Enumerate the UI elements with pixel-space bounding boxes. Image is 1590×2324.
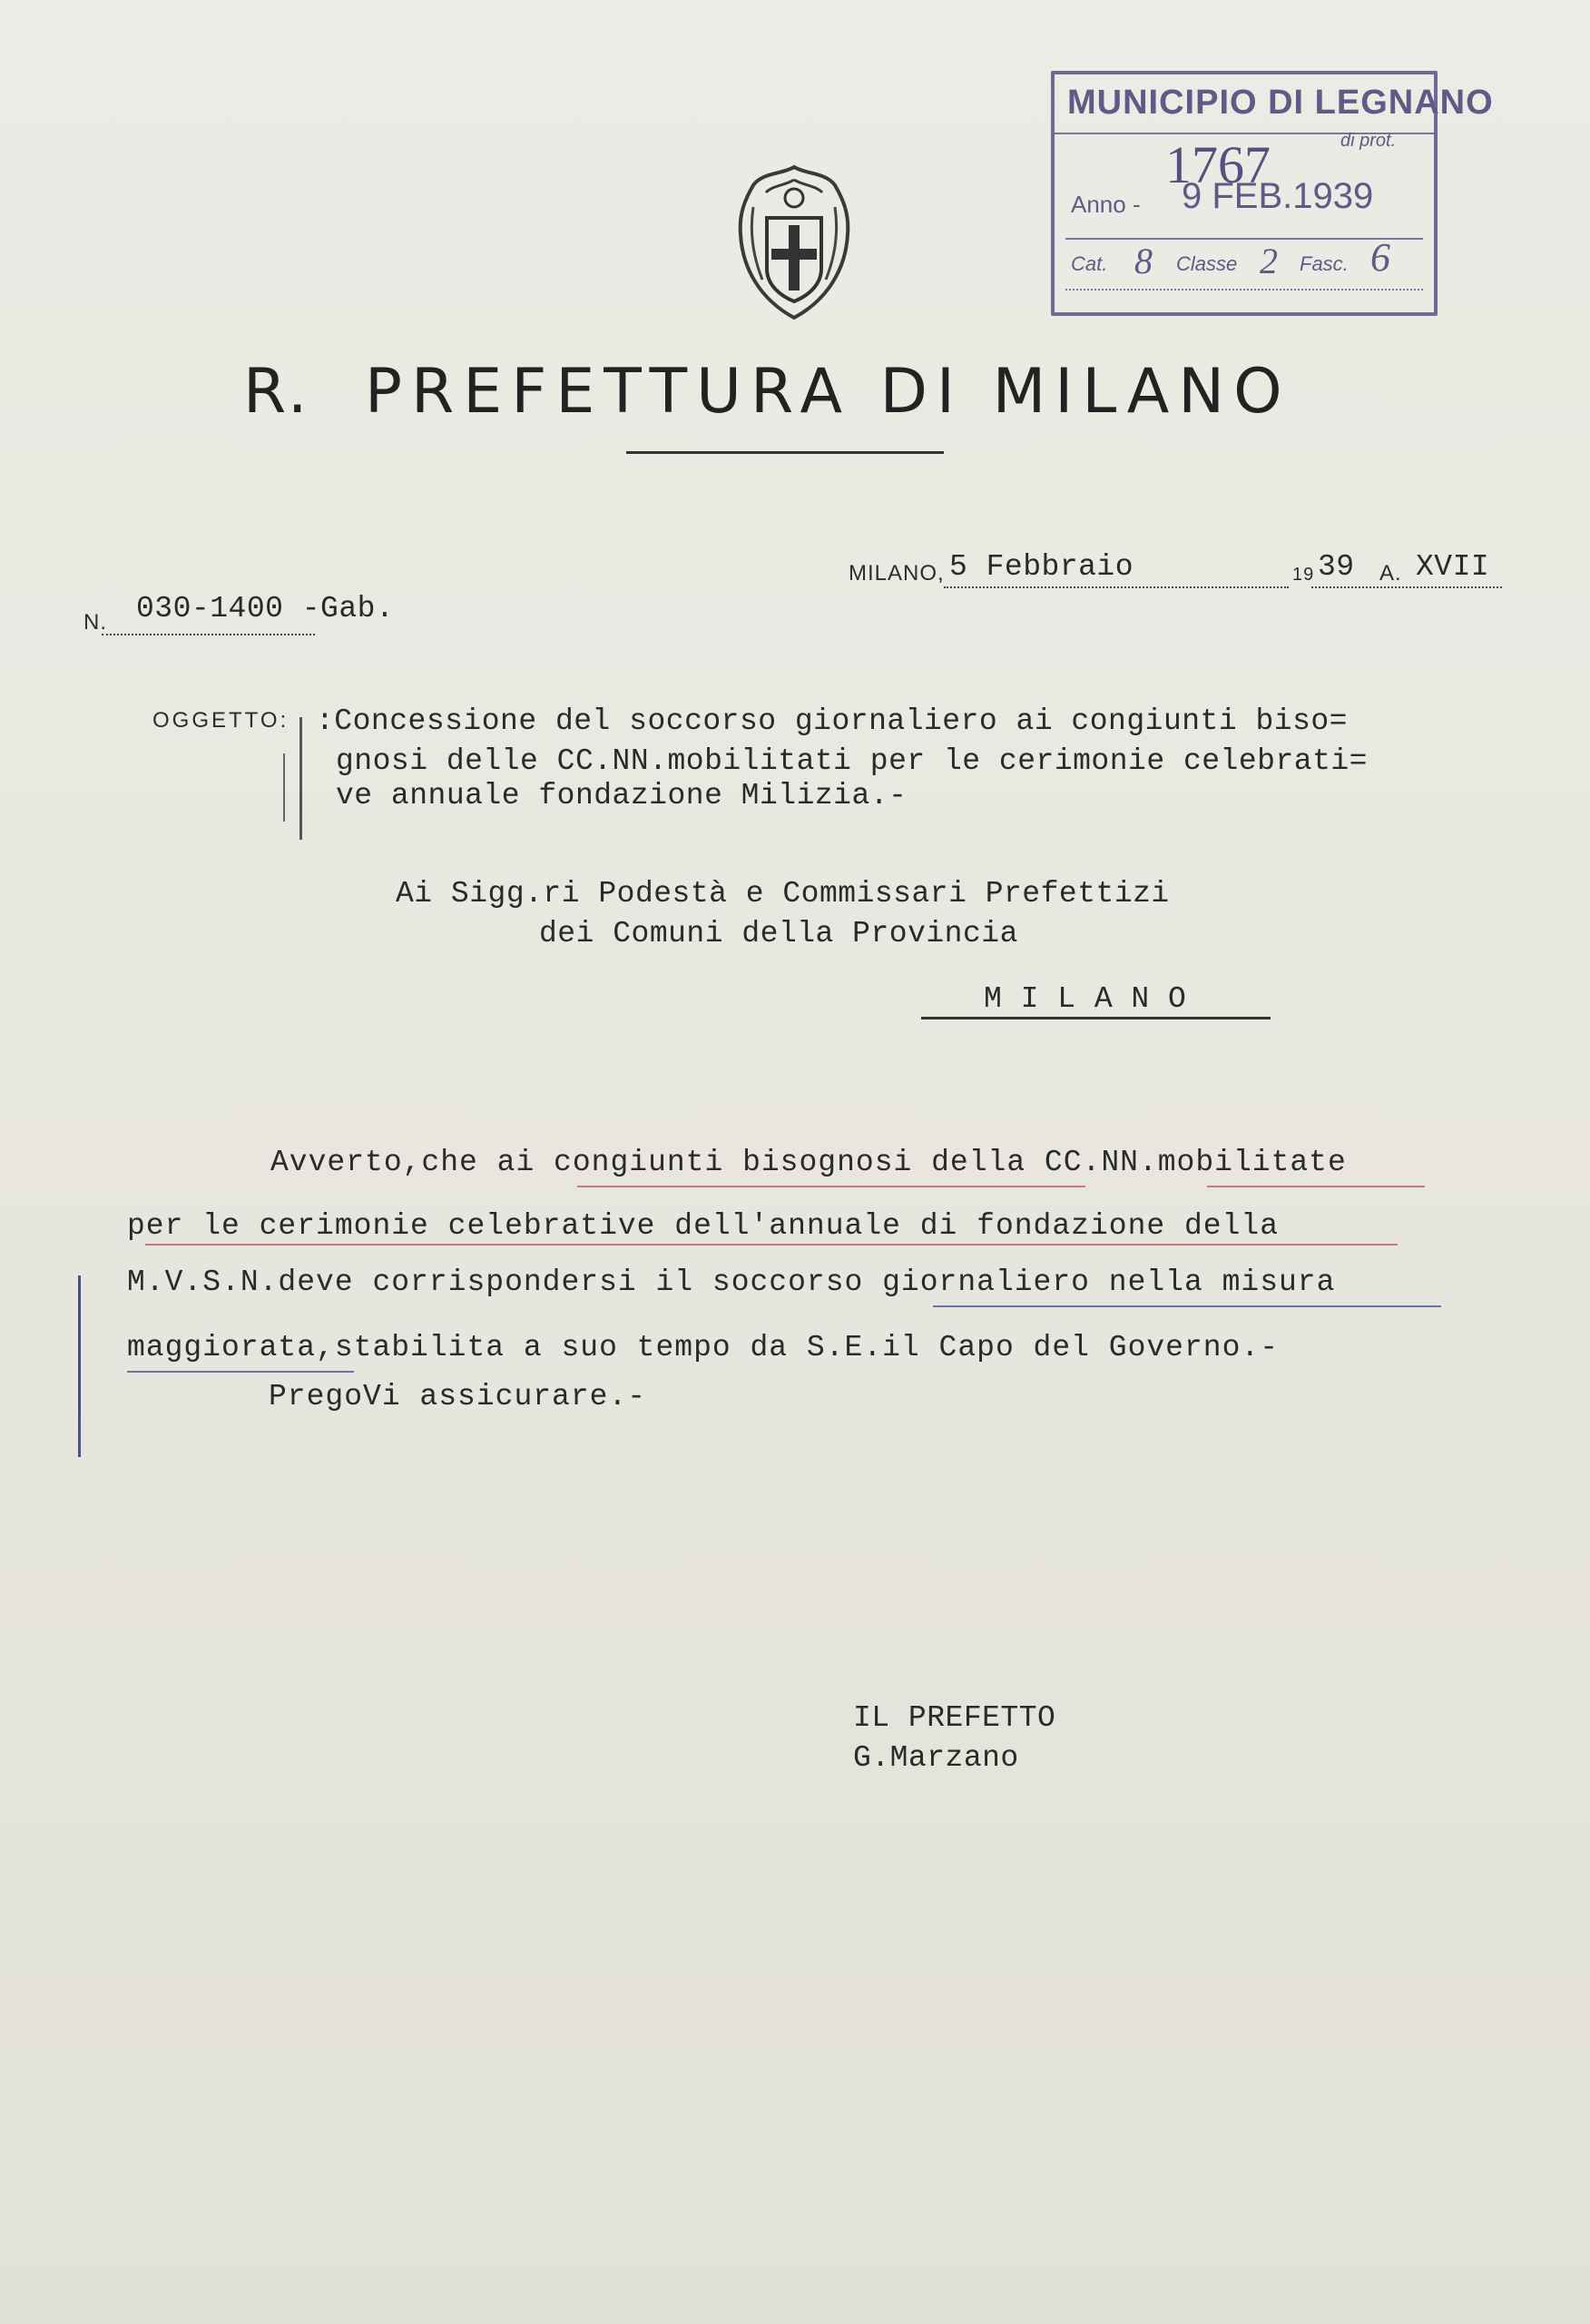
recipient-line-2: dei Comuni della Provincia — [539, 917, 1018, 950]
recipient-line-1: Ai Sigg.ri Podestà e Commissari Prefettizi — [396, 877, 1170, 911]
protocol-stamp — [1051, 71, 1494, 316]
subject-line-2: gnosi delle CC.NN.mobilitati per le cerimonie celebrati= — [336, 744, 1368, 778]
stamp-prot-number: 1767 — [1165, 135, 1271, 194]
royal-crest-icon — [726, 162, 862, 325]
stamp-classe-label: Classe — [1176, 252, 1238, 275]
dateline-date: 5 Febbraio — [949, 550, 1134, 584]
stamp-date: 9 FEB.1939 — [1182, 176, 1374, 216]
dateline-year: 39 — [1318, 550, 1355, 584]
signature-title: IL PREFETTO — [853, 1701, 1056, 1735]
body-line-1: Avverto,che ai congiunti bisognosi della CC.NN.mobilitate — [270, 1146, 1347, 1179]
recipient-city: M I L A N O — [984, 982, 1187, 1016]
body-line-3: M.V.S.N.deve corrispondersi il soccorso giornaliero nella misura — [127, 1265, 1336, 1299]
subject-line-1: :Concessione del soccorso giornaliero ai congiunti biso= — [316, 704, 1348, 738]
protocol-number: 030-1400 -Gab. — [136, 592, 395, 625]
recipient-underline — [921, 1017, 1271, 1019]
signature-name: G.Marzano — [853, 1741, 1019, 1775]
stamp-fasc-value: 6 — [1370, 235, 1390, 280]
dateline-era-prefix: A. — [1379, 561, 1402, 586]
heading-prefix: R. — [243, 356, 311, 428]
body-line-2: per le cerimonie celebrative dell'annuale di fondazione della — [127, 1209, 1279, 1243]
dateline-year-prefix: 19 — [1292, 565, 1315, 585]
margin-pen-mark — [78, 1275, 81, 1457]
dateline-era: XVII — [1416, 550, 1490, 584]
stamp-cat-value: 8 — [1134, 241, 1153, 281]
stamp-title: MUNICIPIO DI LEGNANO — [1067, 84, 1494, 122]
dateline-place: MILANO, — [849, 561, 945, 586]
subject-line-3: ve annuale fondazione Milizia.- — [336, 779, 908, 812]
stamp-prot-label: di prot. — [1340, 131, 1397, 151]
stamp-cat-label: Cat. — [1071, 252, 1108, 275]
stamp-date-prefix: Anno - — [1071, 191, 1141, 218]
subject-label: OGGETTO: — [152, 708, 290, 733]
body-line-4: maggiorata,stabilita a suo tempo da S.E.il Capo del Governo.- — [127, 1331, 1279, 1364]
stamp-classe-value: 2 — [1260, 241, 1278, 281]
body-line-5: PregoVi assicurare.- — [269, 1380, 647, 1413]
page-title: PREFETTURA DI MILANO — [365, 356, 1291, 428]
heading-underline — [626, 451, 944, 454]
protocol-label: N. — [83, 610, 107, 635]
stamp-fasc-label: Fasc. — [1300, 252, 1349, 275]
